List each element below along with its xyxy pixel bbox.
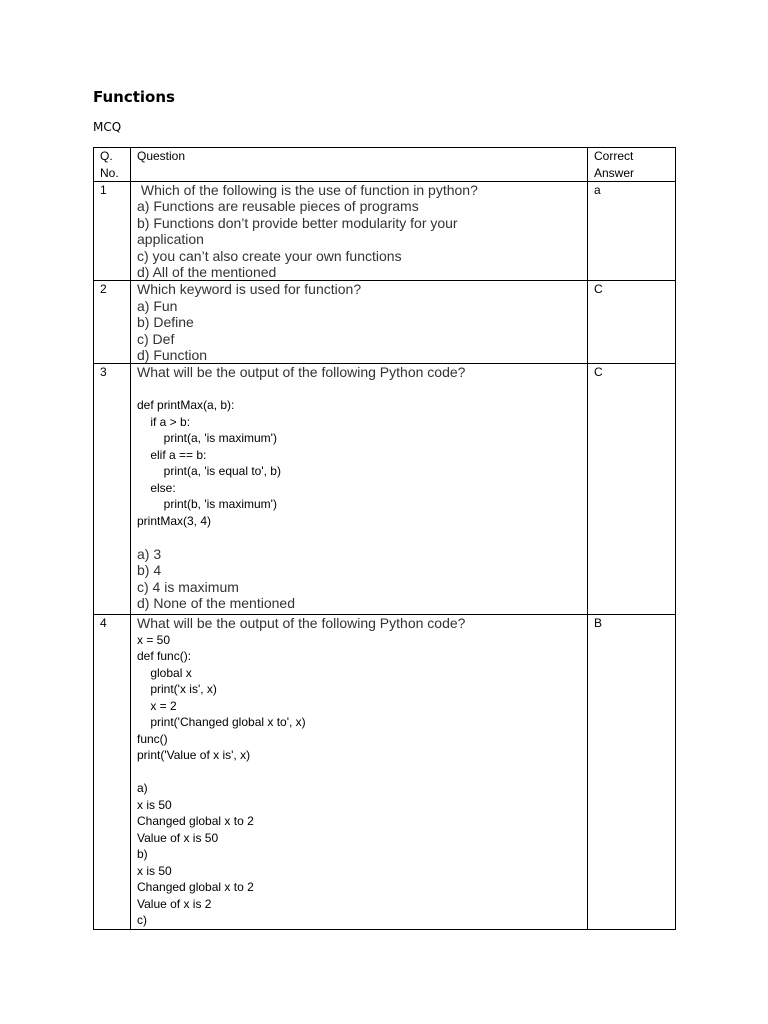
code-line: print(b, 'is maximum') <box>137 497 277 512</box>
mcq-table <box>93 147 676 930</box>
page-title: Functions <box>93 88 175 106</box>
question-cell <box>131 281 588 364</box>
table-row <box>94 182 676 281</box>
correct-answer <box>588 182 676 281</box>
answer-option-line: b) <box>137 847 148 862</box>
question-number <box>94 281 131 364</box>
code-line: print('Changed global x to', x) <box>137 715 306 730</box>
header-no-line: No. <box>100 165 119 180</box>
question-number <box>94 364 131 615</box>
code-line: printMax(3, 4) <box>137 513 212 528</box>
header-no-line: Q. <box>100 149 113 163</box>
code-line: def func(): <box>137 649 192 664</box>
answer-option-line: Changed global x to 2 <box>137 880 254 895</box>
option: a) Fun <box>137 297 178 314</box>
answer-text: B <box>594 616 603 631</box>
table-header-row <box>94 148 676 182</box>
option: d) None of the mentioned <box>137 595 295 612</box>
question-cell <box>131 364 588 615</box>
header-question-label: Question <box>137 149 186 163</box>
option: d) All of the mentioned <box>137 264 277 281</box>
question-number-text: 3 <box>100 365 107 380</box>
answer-text: C <box>594 365 603 380</box>
correct-answer <box>588 364 676 615</box>
option: d) Function <box>137 347 208 364</box>
question-cell <box>131 182 588 281</box>
answer-text: a <box>594 183 601 197</box>
header-correct-answer <box>588 148 676 182</box>
question-number <box>94 182 131 281</box>
question-number <box>94 615 131 929</box>
code-line: print('Value of x is', x) <box>137 748 251 763</box>
code-line: def printMax(a, b): <box>137 398 235 413</box>
option: application <box>137 231 204 248</box>
question-text: Which of the following is the use of function in python? <box>137 182 478 198</box>
correct-answer <box>588 615 676 929</box>
code-line: elif a == b: <box>137 447 207 462</box>
option: c) 4 is maximum <box>137 578 239 595</box>
answer-text: C <box>594 282 603 297</box>
table-row <box>94 615 676 929</box>
question-text: Which keyword is used for function? <box>137 281 362 298</box>
option: a) Functions are reusable pieces of programs <box>137 198 419 215</box>
header-answer-line: Answer <box>594 165 635 180</box>
question-number-text: 2 <box>100 282 107 297</box>
code-line: print(a, 'is equal to', b) <box>137 464 281 479</box>
option: b) Define <box>137 314 194 331</box>
option: a) 3 <box>137 545 162 562</box>
question-cell <box>131 615 588 929</box>
code-line: x = 2 <box>137 698 177 713</box>
question-text: What will be the output of the following Python code? <box>137 364 466 381</box>
question-number-text: 4 <box>100 616 107 631</box>
option: c) Def <box>137 330 175 347</box>
question-text: What will be the output of the following Python code? <box>137 615 466 632</box>
answer-option-line: Value of x is 50 <box>137 830 219 845</box>
answer-option-line: c) <box>137 913 147 928</box>
answer-option-line: Value of x is 2 <box>137 896 212 911</box>
option: b) Functions don’t provide better modularity for your <box>137 214 458 231</box>
table-row <box>94 281 676 364</box>
answer-option-line: a) <box>137 781 148 796</box>
header-answer-line: Correct <box>594 149 634 163</box>
code-line: x = 50 <box>137 632 171 647</box>
code-line: if a > b: <box>137 414 191 429</box>
code-line: print(a, 'is maximum') <box>137 431 277 446</box>
correct-answer <box>588 281 676 364</box>
code-line: print('x is', x) <box>137 682 217 697</box>
code-line: else: <box>137 480 176 495</box>
question-number-text: 1 <box>100 183 107 197</box>
header-question <box>131 148 588 182</box>
answer-option-line: x is 50 <box>137 797 172 812</box>
option: b) 4 <box>137 562 162 579</box>
table-row <box>94 364 676 615</box>
code-line: func() <box>137 731 168 746</box>
section-label: MCQ <box>93 120 122 134</box>
code-line: global x <box>137 665 192 680</box>
header-question-number <box>94 148 131 182</box>
answer-option-line: x is 50 <box>137 863 172 878</box>
answer-option-line: Changed global x to 2 <box>137 814 254 829</box>
option: c) you can’t also create your own functions <box>137 247 402 264</box>
